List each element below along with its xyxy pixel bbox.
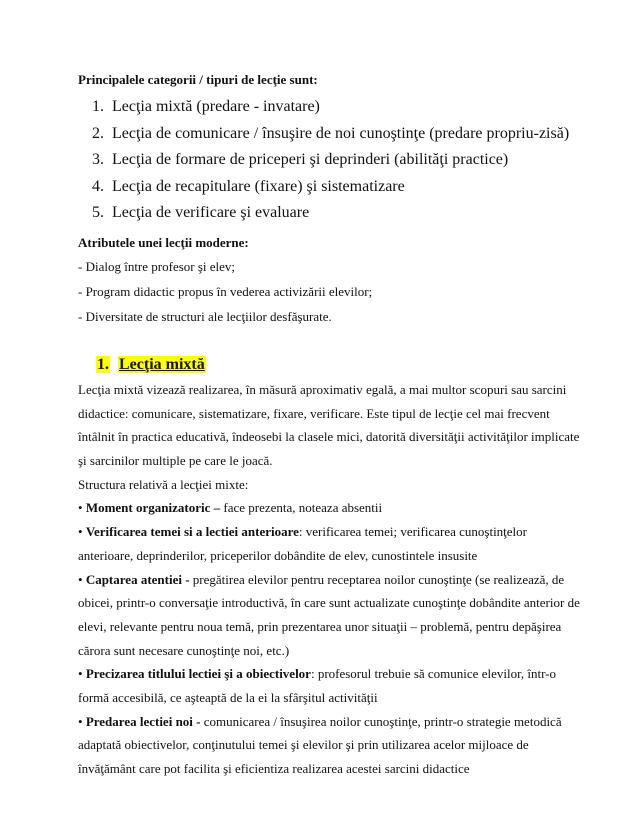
- categories-heading: Principalele categorii / tipuri de lecţie sunt:: [78, 72, 318, 87]
- paragraph-line: Structura relativă a lecţiei mixte:: [78, 476, 249, 492]
- paragraph-line: şi sarcinilor multiple pe care le joacă.: [78, 453, 273, 469]
- attribute-item: - Program didactic propus în vederea activizării elevilor;: [78, 284, 373, 299]
- bullet-title: Captarea atentiei -: [85, 571, 190, 587]
- bullet-mark: •: [78, 500, 86, 516]
- bullet-predarea: [78, 710, 578, 734]
- bullet-text: : profesorul trebuie să comunice elevilor, într-o: [310, 666, 557, 682]
- bullet-mark: •: [78, 666, 86, 682]
- bullet-title: Predarea lectiei noi -: [85, 713, 201, 729]
- bullet-captarea: [78, 568, 578, 592]
- list-text: Lecţia de verificare şi evaluare: [112, 204, 310, 221]
- bullet-moment: [78, 496, 578, 520]
- list-text: Lecţia de comunicare / însuşire de noi cunoştinţe (predare propriu-zisă): [112, 124, 570, 142]
- section-heading: [96, 356, 206, 374]
- bullet-text: comunicarea / însuşirea noilor cunoştinţe, printr-o strategie metodică: [200, 713, 562, 729]
- list-item: [78, 149, 569, 176]
- bullet-precizarea: [78, 662, 578, 686]
- section-title: Lecţia mixtă: [119, 356, 205, 373]
- lesson-types-list: [78, 96, 569, 229]
- paragraph-line: adaptată obiectivelor, conţinutului temei şi elevilor şi prin utilizarea acelor mijloace de: [78, 737, 529, 753]
- list-text: Lecţia de recapitulare (fixare) şi sistematizare: [112, 177, 405, 195]
- bullet-verificarea: [78, 520, 578, 544]
- bullet-title: Moment organizatoric –: [85, 500, 221, 516]
- list-item: [78, 96, 569, 123]
- list-item: [78, 123, 569, 150]
- paragraph-line: formă accesibilă, ce aşteaptă de la ei la sfârşitul activităţii: [78, 689, 378, 705]
- list-number: 2.: [92, 124, 104, 142]
- list-text: Lecţia de formare de priceperi şi deprinderi (abilităţi practice): [112, 151, 509, 168]
- list-number: 1.: [92, 98, 104, 115]
- list-number: 4.: [92, 177, 104, 195]
- attribute-item: - Diversitate de structuri ale lecţiilor desfăşurate.: [78, 309, 332, 324]
- paragraph-line: didactice: comunicare, sistematizare, fixare, verificare. Este tipul de lecţie cel mai frecvent: [78, 405, 550, 421]
- list-item: [78, 176, 569, 203]
- paragraph-line: cărora sunt necesare cunoştinţe noi, etc.): [78, 642, 290, 658]
- bullet-text: pregătirea elevilor pentru receptarea noilor cunoştinţe (se realizează, de: [189, 571, 565, 587]
- paragraph-line: elevi, relevante pentru noua temă, prin prezentarea unor situaţii – problemă, pentru depăşirea: [78, 618, 562, 634]
- list-item: [78, 202, 569, 229]
- bullet-text: : verificarea temei; verificarea cunoştinţelor: [298, 524, 528, 540]
- section-number: 1.: [97, 356, 109, 373]
- bullet-title: Verificarea temei si a lectiei anterioare: [85, 524, 299, 540]
- paragraph-line: obicei, printr-o conversaţie introductivă, în care sunt actualizate cunoştinţe dobândite anterior de: [78, 595, 580, 611]
- paragraph-line: învăţământ care pot facilita şi eficientiza realizarea acestei sarcini didactice: [78, 761, 470, 776]
- paragraph-line: Lecţia mixtă vizează realizarea, în măsură aproximativ egală, a mai multor scopuri sau sarcini: [78, 382, 567, 397]
- list-text: Lecţia mixtă (predare - invatare): [112, 98, 320, 115]
- bullet-mark: •: [78, 524, 86, 540]
- bullet-text: face prezenta, noteaza absentii: [220, 500, 383, 516]
- attribute-item: - Dialog între profesor şi elev;: [78, 259, 236, 274]
- section-body: [78, 378, 578, 781]
- attributes-heading: Atributele unei lecţii moderne:: [78, 235, 249, 250]
- bullet-title: Precizarea titlului lectiei şi a obiectivelor: [85, 666, 311, 682]
- bullet-mark: •: [78, 571, 86, 587]
- paragraph-line: întâlnit în practica educativă, îndeosebi la clasele mici, datorită diversităţii activităţilor implicate: [78, 429, 580, 445]
- bullet-mark: •: [78, 713, 86, 729]
- list-number: 3.: [92, 151, 104, 168]
- paragraph-line: anterioare, deprinderilor, priceperilor dobândite de elev, cunostintele insusite: [78, 547, 478, 563]
- list-number: 5.: [92, 204, 104, 221]
